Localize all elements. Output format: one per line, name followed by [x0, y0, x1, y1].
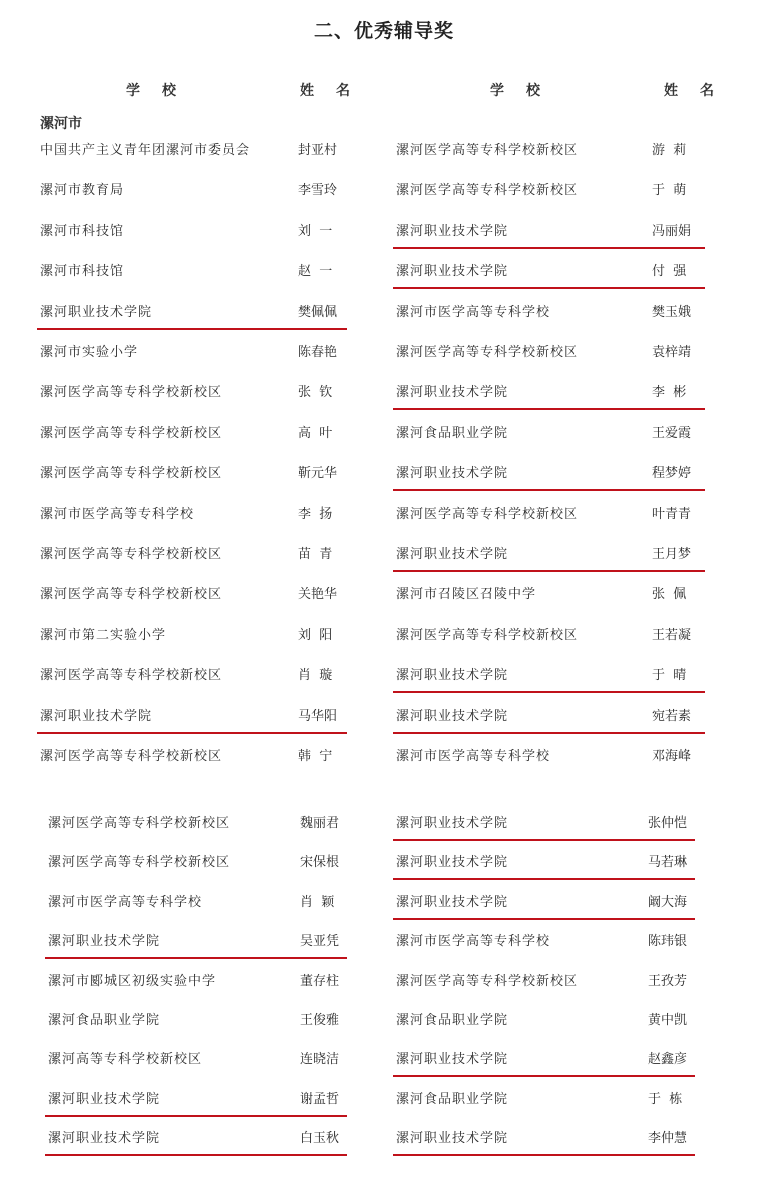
header-name-right: 姓名	[664, 83, 736, 99]
school-name: 漯河职业技术学院	[396, 224, 509, 239]
person-name: 于 晴	[652, 668, 687, 683]
school-name: 漯河职业技术学院	[396, 709, 509, 724]
list-item	[40, 706, 350, 728]
school-name: 漯河市医学高等专科学校	[396, 934, 551, 949]
header-school-left: 学校	[126, 83, 198, 99]
school-name: 漯河职业技术学院	[396, 816, 509, 831]
list-item	[48, 971, 350, 993]
person-name: 李雪玲	[298, 183, 338, 198]
list-item	[396, 463, 708, 485]
person-name: 张仲恺	[648, 816, 688, 831]
person-name: 邓海峰	[652, 749, 692, 764]
red-underline	[393, 691, 705, 693]
person-name: 马若琳	[648, 855, 688, 870]
school-name: 漯河市医学高等专科学校	[396, 305, 551, 320]
school-name: 漯河食品职业学院	[48, 1013, 161, 1028]
school-name: 漯河市科技馆	[40, 264, 125, 279]
person-name: 黄中凯	[648, 1013, 688, 1028]
person-name: 苗 青	[298, 547, 333, 562]
school-name: 漯河职业技术学院	[40, 709, 153, 724]
school-name: 漯河医学高等专科学校新校区	[40, 426, 223, 441]
red-underline	[393, 732, 705, 734]
red-underline	[393, 878, 695, 880]
list-item	[48, 1049, 350, 1071]
header-name-left: 姓名	[300, 83, 372, 99]
school-name: 漯河医学高等专科学校新校区	[40, 466, 223, 481]
person-name: 刘 阳	[298, 628, 333, 643]
red-underline	[393, 247, 705, 249]
person-name: 封亚村	[298, 143, 338, 158]
red-underline	[393, 1154, 695, 1156]
list-item	[40, 180, 350, 202]
red-underline	[45, 1154, 347, 1156]
school-name: 漯河医学高等专科学校新校区	[396, 628, 579, 643]
list-item	[396, 1128, 698, 1150]
school-name: 漯河职业技术学院	[396, 1052, 509, 1067]
list-item	[396, 1049, 698, 1071]
list-item	[396, 813, 698, 835]
person-name: 关艳华	[298, 587, 338, 602]
person-name: 张 佩	[652, 587, 687, 602]
person-name: 王爱霞	[652, 426, 692, 441]
person-name: 董存柱	[300, 974, 340, 989]
list-item	[40, 584, 350, 606]
list-item	[396, 261, 708, 283]
school-name: 漯河市召陵区召陵中学	[396, 587, 537, 602]
list-item	[396, 140, 708, 162]
red-underline	[37, 328, 347, 330]
school-name: 漯河食品职业学院	[396, 1013, 509, 1028]
list-item	[396, 1010, 698, 1032]
school-name: 漯河职业技术学院	[48, 1092, 161, 1107]
city-heading: 漯河市	[40, 116, 82, 132]
list-item	[396, 180, 708, 202]
person-name: 赵鑫彦	[648, 1052, 688, 1067]
person-name: 白玉秋	[300, 1131, 340, 1146]
person-name: 肖 璇	[298, 668, 333, 683]
list-item	[40, 140, 350, 162]
person-name: 于 栋	[648, 1092, 683, 1107]
school-name: 漯河医学高等专科学校新校区	[40, 749, 223, 764]
school-name: 漯河医学高等专科学校新校区	[396, 143, 579, 158]
person-name: 靳元华	[298, 466, 338, 481]
person-name: 马华阳	[298, 709, 338, 724]
list-item	[40, 382, 350, 404]
school-name: 漯河市医学高等专科学校	[396, 749, 551, 764]
person-name: 樊玉娥	[652, 305, 692, 320]
school-name: 漯河市郾城区初级实验中学	[48, 974, 217, 989]
person-name: 付 强	[652, 264, 687, 279]
list-item	[396, 1089, 698, 1111]
person-name: 李仲慧	[648, 1131, 688, 1146]
school-name: 漯河职业技术学院	[396, 855, 509, 870]
header-school-right: 学校	[490, 83, 562, 99]
red-underline	[37, 732, 347, 734]
list-item	[40, 746, 350, 768]
person-name: 王若凝	[652, 628, 692, 643]
list-item	[48, 931, 350, 953]
list-item	[40, 221, 350, 243]
school-name: 漯河医学高等专科学校新校区	[396, 345, 579, 360]
person-name: 宛若素	[652, 709, 692, 724]
list-item	[396, 221, 708, 243]
school-name: 漯河市第二实验小学	[40, 628, 167, 643]
person-name: 陈春艳	[298, 345, 338, 360]
person-name: 连晓洁	[300, 1052, 340, 1067]
school-name: 漯河职业技术学院	[396, 264, 509, 279]
list-item	[40, 463, 350, 485]
list-item	[40, 342, 350, 364]
red-underline	[45, 1115, 347, 1117]
school-name: 漯河食品职业学院	[396, 426, 509, 441]
person-name: 宋保根	[300, 855, 340, 870]
list-item	[40, 302, 350, 324]
school-name: 漯河医学高等专科学校新校区	[40, 547, 223, 562]
person-name: 陈玮银	[648, 934, 688, 949]
school-name: 漯河医学高等专科学校新校区	[48, 855, 231, 870]
person-name: 于 萌	[652, 183, 687, 198]
red-underline	[393, 570, 705, 572]
list-item	[396, 892, 698, 914]
list-item	[396, 423, 708, 445]
person-name: 刘 一	[298, 224, 333, 239]
person-name: 冯丽娟	[652, 224, 692, 239]
person-name: 叶青青	[652, 507, 692, 522]
school-name: 漯河医学高等专科学校新校区	[40, 668, 223, 683]
red-underline	[393, 287, 705, 289]
list-item	[396, 382, 708, 404]
school-name: 漯河医学高等专科学校新校区	[396, 974, 579, 989]
person-name: 李 扬	[298, 507, 333, 522]
school-name: 漯河职业技术学院	[396, 668, 509, 683]
person-name: 吴亚凭	[300, 934, 340, 949]
list-item	[40, 625, 350, 647]
list-item	[396, 665, 708, 687]
list-item	[48, 813, 350, 835]
list-item	[396, 584, 708, 606]
person-name: 王孜芳	[648, 974, 688, 989]
person-name: 赵 一	[298, 264, 333, 279]
list-item	[40, 665, 350, 687]
school-name: 漯河医学高等专科学校新校区	[40, 385, 223, 400]
list-item	[396, 971, 698, 993]
person-name: 袁梓靖	[652, 345, 692, 360]
list-item	[396, 931, 698, 953]
page-title: 二、优秀辅导奖	[313, 20, 454, 42]
person-name: 程梦婷	[652, 466, 692, 481]
person-name: 王月梦	[652, 547, 692, 562]
red-underline	[393, 408, 705, 410]
list-item	[48, 1010, 350, 1032]
school-name: 漯河市实验小学	[40, 345, 139, 360]
list-item	[396, 746, 708, 768]
school-name: 漯河市医学高等专科学校	[48, 895, 203, 910]
school-name: 中国共产主义青年团漯河市委员会	[40, 143, 251, 158]
list-item	[48, 892, 350, 914]
school-name: 漯河职业技术学院	[396, 385, 509, 400]
list-item	[396, 625, 708, 647]
person-name: 韩 宁	[298, 749, 333, 764]
school-name: 漯河市医学高等专科学校	[40, 507, 195, 522]
school-name: 漯河食品职业学院	[396, 1092, 509, 1107]
person-name: 魏丽君	[300, 816, 340, 831]
school-name: 漯河职业技术学院	[396, 547, 509, 562]
person-name: 张 钦	[298, 385, 333, 400]
school-name: 漯河医学高等专科学校新校区	[396, 183, 579, 198]
person-name: 李 彬	[652, 385, 687, 400]
school-name: 漯河医学高等专科学校新校区	[48, 816, 231, 831]
list-item	[40, 423, 350, 445]
school-name: 漯河市教育局	[40, 183, 125, 198]
school-name: 漯河职业技术学院	[396, 466, 509, 481]
list-item	[48, 1128, 350, 1150]
red-underline	[393, 1075, 695, 1077]
list-item	[396, 544, 708, 566]
school-name: 漯河高等专科学校新校区	[48, 1052, 203, 1067]
red-underline	[45, 957, 347, 959]
list-item	[48, 852, 350, 874]
person-name: 樊佩佩	[298, 305, 338, 320]
red-underline	[393, 839, 695, 841]
school-name: 漯河职业技术学院	[396, 1131, 509, 1146]
person-name: 高 叶	[298, 426, 333, 441]
person-name: 阚大海	[648, 895, 688, 910]
list-item	[48, 1089, 350, 1111]
school-name: 漯河医学高等专科学校新校区	[396, 507, 579, 522]
person-name: 谢孟哲	[300, 1092, 340, 1107]
school-name: 漯河市科技馆	[40, 224, 125, 239]
school-name: 漯河职业技术学院	[48, 1131, 161, 1146]
person-name: 游 莉	[652, 143, 687, 158]
list-item	[396, 504, 708, 526]
school-name: 漯河职业技术学院	[396, 895, 509, 910]
red-underline	[393, 918, 695, 920]
red-underline	[393, 489, 705, 491]
list-item	[40, 261, 350, 283]
list-item	[40, 504, 350, 526]
list-item	[396, 302, 708, 324]
school-name: 漯河职业技术学院	[40, 305, 153, 320]
person-name: 王俊雅	[300, 1013, 340, 1028]
school-name: 漯河医学高等专科学校新校区	[40, 587, 223, 602]
school-name: 漯河职业技术学院	[48, 934, 161, 949]
list-item	[40, 544, 350, 566]
list-item	[396, 342, 708, 364]
list-item	[396, 852, 698, 874]
person-name: 肖 颖	[300, 895, 335, 910]
list-item	[396, 706, 708, 728]
